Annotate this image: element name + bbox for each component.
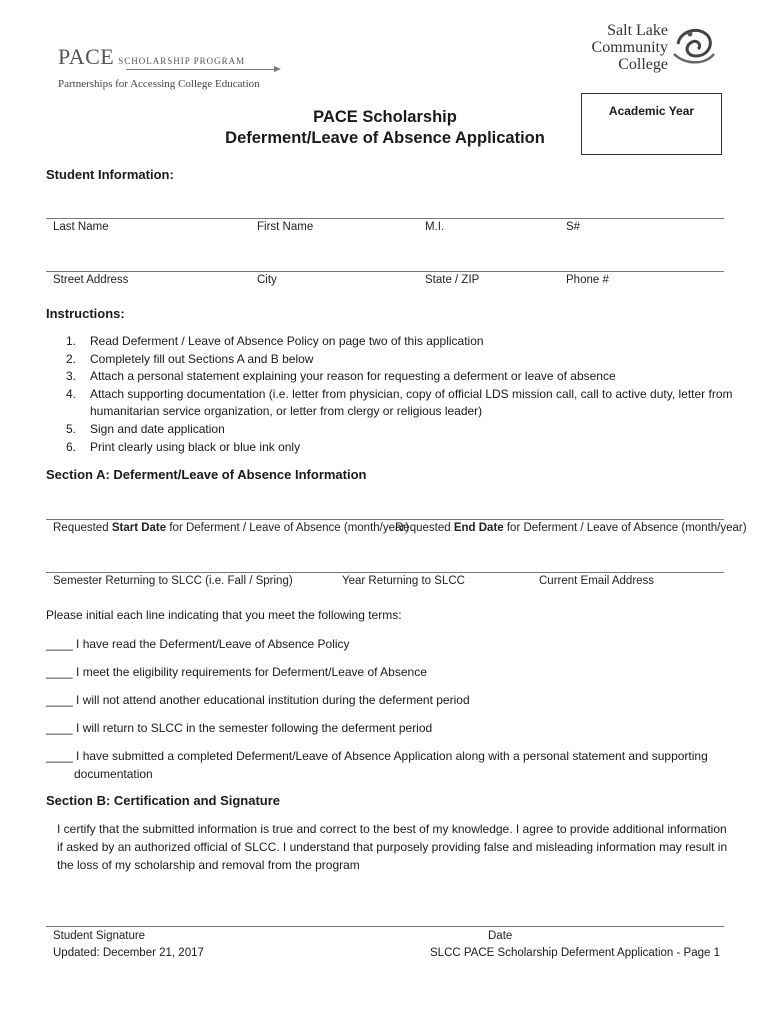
term-initial-line[interactable]: ____ I will return to SLCC in the semester following the deferment period — [46, 721, 433, 735]
return-info-line[interactable] — [46, 572, 724, 573]
state-zip-label: State / ZIP — [425, 274, 480, 286]
instruction-item: 5. Sign and date application — [66, 421, 225, 436]
academic-year-box[interactable] — [581, 93, 722, 155]
mi-label: M.I. — [425, 221, 445, 233]
instruction-item: 1. Read Deferment / Leave of Absence Policy on page two of this application — [66, 334, 484, 348]
section-a-heading: Section A: Deferment/Leave of Absence Information — [46, 467, 367, 482]
term-initial-line[interactable]: ____ I will not attend another educational institution during the deferment period — [46, 693, 470, 707]
start-date-label: Requested Start Date for Deferment / Leave of Absence (month/year) — [53, 522, 410, 534]
slcc-logo-line2: Community — [591, 39, 668, 56]
slcc-logo — [558, 22, 718, 82]
term-initial-line[interactable]: ____ I have submitted a completed Deferment/Leave of Absence Application along with a personal statement and supporting — [46, 749, 708, 763]
first-name-label: First Name — [257, 221, 314, 233]
instruction-item: 6. Print clearly using black or blue ink only — [66, 439, 301, 454]
instruction-item: 2. Completely fill out Sections A and B below — [66, 351, 314, 366]
instruction-item: 3. Attach a personal statement explaining your reason for requesting a deferment or leave of absence — [66, 369, 616, 384]
section-b-heading: Section B: Certification and Signature — [46, 793, 281, 808]
pace-logo-arrow-icon — [274, 66, 281, 72]
pace-logo-subtitle: Partnerships for Accessing College Education — [58, 78, 260, 90]
student-row2-line[interactable] — [46, 271, 724, 272]
street-address-label: Street Address — [53, 274, 129, 286]
form-title-line2: Deferment/Leave of Absence Application — [225, 129, 545, 147]
slcc-logo-line3: College — [618, 56, 668, 73]
pace-logo-program: SCHOLARSHIP PROGRAM — [118, 56, 246, 66]
certification-text: I certify that the submitted information is true and correct to the best of my knowledge. I agree to provide additional information if asked by an authorized official of SLCC. I understand that purposely providing false and misleading information may result in the loss of my scholarship and removal from the program — [57, 822, 728, 873]
semester-returning-label: Semester Returning to SLCC (i.e. Fall / Spring) — [53, 575, 293, 587]
city-label: City — [257, 274, 277, 286]
form-title-line1: PACE Scholarship — [313, 108, 457, 126]
date-label: Date — [488, 930, 513, 942]
term-continuation: documentation — [74, 767, 153, 781]
slcc-logo-line1: Salt Lake — [607, 22, 668, 39]
pace-logo-rule — [126, 69, 276, 70]
student-number-label: S# — [566, 221, 581, 233]
updated-date: Updated: December 21, 2017 — [53, 947, 204, 959]
student-info-heading: Student Information: — [46, 167, 174, 182]
end-date-label: Requested End Date for Deferment / Leave of Absence (month/year) — [395, 522, 747, 534]
signature-line[interactable] — [46, 926, 724, 927]
page-info: SLCC PACE Scholarship Deferment Application - Page 1 — [430, 947, 720, 959]
instructions-heading: Instructions: — [46, 306, 125, 321]
deferment-dates-line[interactable] — [46, 519, 724, 520]
current-email-label: Current Email Address — [539, 575, 655, 587]
pace-logo — [58, 44, 298, 90]
academic-year-label: Academic Year — [608, 104, 695, 118]
student-signature-label: Student Signature — [53, 930, 146, 942]
slcc-swirl-icon — [670, 24, 718, 70]
term-initial-line[interactable]: ____ I meet the eligibility requirements for Deferment/Leave of Absence — [46, 665, 427, 679]
terms-intro: Please initial each line indicating that you meet the following terms: — [46, 608, 402, 622]
slcc-logo-text — [592, 22, 668, 73]
phone-label: Phone # — [566, 274, 609, 286]
term-initial-line[interactable]: ____ I have read the Deferment/Leave of Absence Policy — [46, 637, 350, 651]
last-name-label: Last Name — [53, 221, 109, 233]
pace-logo-word: PACE — [58, 44, 115, 69]
student-row1-line[interactable] — [46, 218, 724, 219]
instruction-item: 4. Attach supporting documentation (i.e. letter from physician, copy of official LDS mission call, call to active duty, letter from humanitarian service organization, or letter from clergy or religious leader) — [66, 386, 733, 419]
instructions-list — [64, 333, 744, 456]
year-returning-label: Year Returning to SLCC — [342, 575, 465, 587]
